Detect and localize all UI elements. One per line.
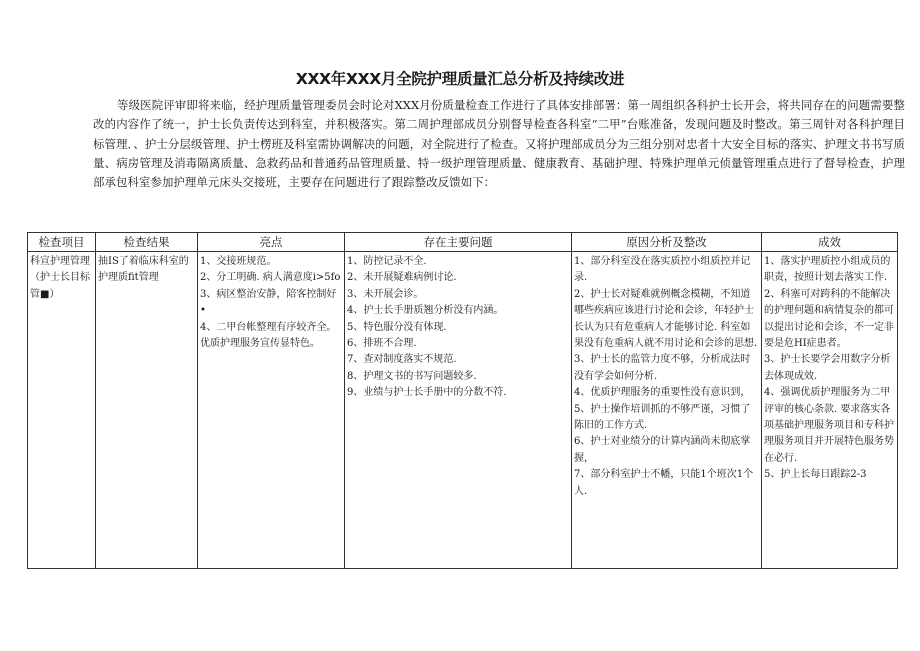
problem-item: 5、特色服分没有体现.	[347, 321, 447, 333]
analysis-item: 1、部分科室没在落实质控小组质控并记录.	[574, 256, 751, 284]
cell-check-item: 科宣护理管理（护士长目标管■）	[28, 252, 96, 569]
analysis-item: 3、护士长的监管力度不够，分析成法时没有学会如何分析.	[574, 354, 751, 382]
intro-paragraph: 等级医院评审即将来临，经护理质量管理委员会时论对XXX月份质量检查工作进行了具体安排部署：第一周组织各科护士长开会，将共同存在的问题需要整改的内容作了统一，护士长负责传达到科室，并积极落实。第二周护理部成员分别督导检查各科室“二甲”台账准备，发现问题及时整改。第三周针对各科护理目标管理．、护士分层级管理、护士楞班及科室需协调解决的问题，对全院进行了检查。又将护理部成员分为三组分别对忠者十大安全目标的落实、护理文书书写质量、病房管理及消毒隔离质量、急救药品和普通药品管理质量、特一级护理管理质量、健康教育、基础护理、特殊护理单元侦量管理重点进行了督导检查，护理部承包科室参加护理单元床头交接班，主要存在问题进行了跟踪整改反馈如下：	[93, 98, 905, 190]
problem-item: 6、排班不合理.	[347, 338, 417, 350]
highlight-item: 2、分工明确. 病人满意度i>5fo	[200, 272, 341, 284]
cell-cause-analysis	[572, 252, 762, 569]
header-check-result: 检查结果	[96, 233, 198, 252]
effect-item: 2、科塞可对跨科的不能解决的护理何题和病情复杂的都可以提出讨论和会诊，不一定非要是危HI症患者。	[764, 288, 894, 350]
problem-item: 3、未开展会诊。	[347, 288, 424, 300]
highlight-item: 3、病区整治安静，陪客控制好•	[200, 288, 337, 317]
cell-check-result: 抽IS了着临床科室的护理质fit管理	[96, 252, 198, 569]
problem-item: 2、未开展疑难病例讨论.	[347, 272, 457, 284]
problem-item: 8、护理文书的书写问题较多.	[347, 370, 477, 382]
problem-item: 9、业绩与护士长手册中的分数不符.	[347, 387, 507, 399]
effect-item: 1、落实护理质控小组成员的职责，按照计划去落实工作.	[764, 256, 891, 284]
effect-item: 3、护士长要学会用数字分析去体现成效.	[764, 354, 891, 382]
document-title: XXX年XXX月全院护理质量汇总分析及持续改进	[295, 70, 625, 88]
cell-highlights	[198, 252, 345, 569]
header-effects: 成效	[762, 233, 898, 252]
cell-problems	[345, 252, 572, 569]
header-check-item: 检查项目	[28, 233, 96, 252]
quality-summary-table	[27, 232, 898, 569]
problem-item: 4、护士长手册质翘分析没有内涵。	[347, 305, 504, 317]
cell-effects	[762, 252, 898, 569]
header-cause-analysis: 原因分析及整改	[572, 233, 762, 252]
analysis-item: 4、优质护理服务的重要性没有意识到，	[574, 387, 751, 399]
header-highlights: 亮点	[198, 233, 345, 252]
effect-item: 5、护上长每日跟踪2-3	[764, 469, 867, 481]
table-header-row	[28, 233, 898, 252]
highlight-item: 4、二甲台帐整理有序较齐全。优质护理服务宣传显特色。	[200, 321, 337, 350]
analysis-item: 5、护士操作培训抓的不够严谨，习惯了陈旧的工作方式.	[574, 403, 751, 432]
analysis-item: 2、护士长对疑难就例概念模糊，不知道哪些疾病应该进行讨论和会诊，年轻护士长认为只有危重病人才能够讨论. 科室如果没有危重病人就不用讨论和会诊的思想.	[574, 288, 758, 350]
table-row	[28, 252, 898, 569]
header-main-problems: 存在主要问题	[345, 233, 572, 252]
analysis-item: 6、护士对业绩分的计算内涵尚未彻底掌握，	[574, 436, 751, 464]
problem-item: 1、防控记录不全.	[347, 256, 427, 267]
highlight-item: 1、交接班规范。	[200, 256, 277, 267]
effect-item: 4、强调优质护理服务为二甲评审的核心条款. 要求落实各项基础护理服务项目和专科护理服务项目并开展特色服务势在必行.	[764, 387, 894, 464]
analysis-item: 7、部分科室护士不幡，只能1个班次1个人.	[574, 469, 754, 497]
problem-item: 7、查对制度落实不规范.	[347, 354, 457, 366]
